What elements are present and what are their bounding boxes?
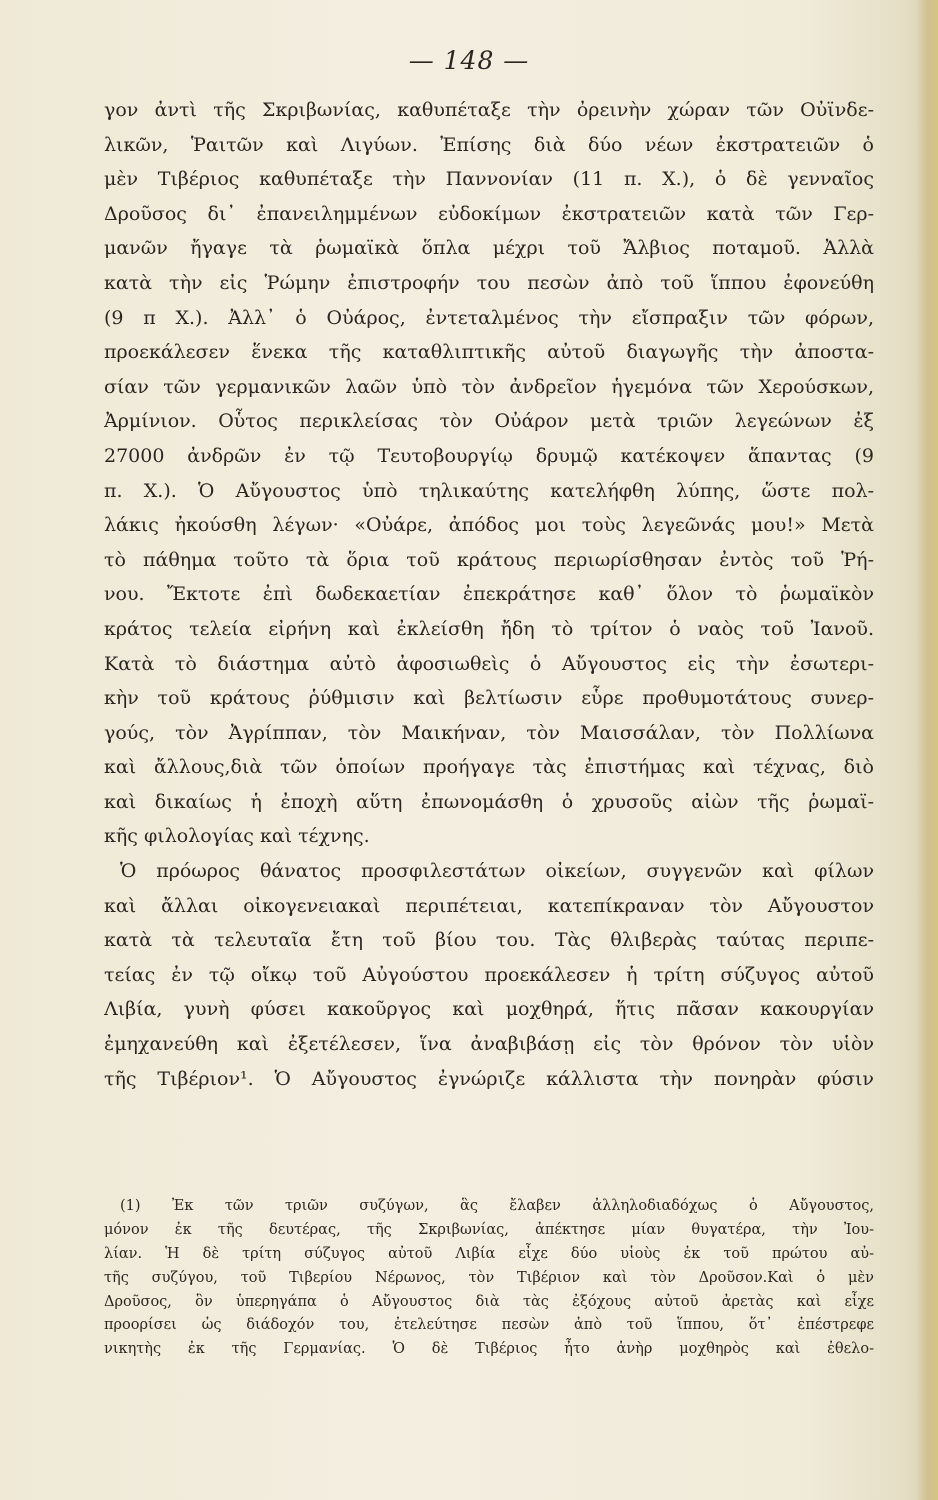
footnote-line: μόνον ἐκ τῆς δευτέρας, τῆς Σκριβωνίας, ἀπέκτησε μίαν θυγατέρα, τὴν Ἰου-	[104, 1221, 874, 1238]
text-line: καὶ δικαίως ἡ ἐποχὴ αὕτη ἐπωνομάσθη ὁ χρυσοῦς αἰὼν τῆς ῥωμαϊ-	[104, 790, 874, 813]
text-line: (9 π Χ.). Ἀλλ᾿ ὁ Οὐάρος, ἐντεταλμένος τὴν εἴσπραξιν τῶν φόρων,	[104, 306, 874, 329]
footnote	[104, 1195, 874, 1362]
text-line: Ἀρμίνιον. Οὗτος περικλείσας τὸν Οὐάρον μετὰ τριῶν λεγεώνων ἐξ	[104, 410, 874, 433]
text-line: μανῶν ἤγαγε τὰ ῥωμαϊκὰ ὅπλα μέχρι τοῦ Ἄλβιος ποταμοῦ. Ἀλλὰ	[104, 237, 874, 260]
page-edge-shadow	[916, 0, 938, 1500]
text-line: 27000 ἀνδρῶν ἐν τῷ Τευτοβουργίῳ δρυμῷ κατέκοψεν ἅπαντας (9	[104, 444, 874, 467]
text-line: προεκάλεσεν ἕνεκα τῆς καταθλιπτικῆς αὐτοῦ διαγωγῆς τὴν ἀποστα-	[104, 341, 874, 364]
main-text	[104, 93, 874, 1096]
text-line: τείας ἐν τῷ οἴκῳ τοῦ Αὐγούστου προεκάλεσεν ἡ τρίτη σύζυγος αὐτοῦ	[104, 963, 874, 986]
text-line: λάκις ἠκούσθη λέγων· «Οὐάρε, ἀπόδος μοι τοὺς λεγεῶνάς μου!» Μετὰ	[104, 514, 874, 537]
text-line: τὸ πάθημα τοῦτο τὰ ὅρια τοῦ κράτους περιωρίσθησαν ἐντὸς τοῦ Ῥή-	[104, 548, 874, 571]
footnote-separator	[104, 1184, 874, 1185]
text-line: καὶ ἄλλαι οἰκογενειακαὶ περιπέτειαι, κατεπίκραναν τὸν Αὔγουστον	[104, 894, 874, 917]
text-line: κὴν τοῦ κράτους ῥύθμισιν καὶ βελτίωσιν εὗρε προθυμοτάτους συνερ-	[104, 687, 874, 710]
footnote-line: προορίσει ὡς διάδοχόν του, ἐτελεύτησε πεσὼν ἀπὸ τοῦ ἵππου, ὅτ᾿ ἐπέστρεφε	[104, 1317, 874, 1334]
text-line: νου. Ἔκτοτε ἐπὶ δωδεκαετίαν ἐπεκράτησε καθ᾿ ὅλον τὸ ῥωμαϊκὸν	[104, 583, 874, 606]
text-line: Κατὰ τὸ διάστημα αὐτὸ ἀφοσιωθεὶς ὁ Αὔγουστος εἰς τὴν ἐσωτερι-	[104, 652, 874, 675]
footnote-line: (1) Ἐκ τῶν τριῶν συζύγων, ἃς ἔλαβεν ἀλληλοδιαδόχως ὁ Αὔγουστος,	[120, 1198, 874, 1214]
text-line: καὶ ἄλλους,διὰ τῶν ὁποίων προήγαγε τὰς ἐπιστήμας καὶ τέχνας, διὸ	[104, 756, 874, 779]
text-line: π. Χ.). Ὁ Αὔγουστος ὑπὸ τηλικαύτης κατελήφθη λύπης, ὥστε πολ-	[104, 479, 874, 502]
paragraph-start-line: Ὁ πρόωρος θάνατος προσφιλεστάτων οἰκείων, συγγενῶν καὶ φίλων	[120, 860, 874, 883]
footnote-line: λίαν. Ἡ δὲ τρίτη σύζυγος αὐτοῦ Λιβία εἶχε δύο υἱοὺς ἐκ τοῦ πρώτου αὐ-	[104, 1245, 874, 1262]
footnote-line: νικητὴς ἐκ τῆς Γερμανίας. Ὁ δὲ Τιβέριος ἦτο ἀνὴρ μοχθηρὸς καὶ ἐθελο-	[104, 1341, 874, 1358]
footnote-line: Δροῦσος, ὃν ὑπερηγάπα ὁ Αὔγουστος διὰ τὰς ἐξόχους αὐτοῦ ἀρετὰς καὶ εἶχε	[104, 1293, 874, 1310]
text-line: γούς, τὸν Ἀγρίππαν, τὸν Μαικήναν, τὸν Μαισσάλαν, τὸν Πολλίωνα	[104, 721, 874, 744]
text-line: κατὰ τὴν εἰς Ῥώμην ἐπιστροφήν του πεσὼν ἀπὸ τοῦ ἵππου ἐφονεύθη	[104, 271, 874, 294]
text-line: κῆς φιλολογίας καὶ τέχνης.	[104, 825, 370, 848]
text-line: σίαν τῶν γερμανικῶν λαῶν ὑπὸ τὸν ἀνδρεῖον ἡγεμόνα τῶν Χερούσκων,	[104, 375, 874, 398]
text-line: γον ἀντὶ τῆς Σκριβωνίας, καθυπέταξε τὴν ὀρεινὴν χώραν τῶν Οὐϊνδε-	[104, 99, 874, 121]
text-line: Λιβία, γυνὴ φύσει κακοῦργος καὶ μοχθηρά, ἥτις πᾶσαν κακουργίαν	[104, 998, 874, 1021]
text-line: κατὰ τὰ τελευταῖα ἔτη τοῦ βίου του. Τὰς θλιβερὰς ταύτας περιπε-	[104, 929, 874, 952]
page-number: — 148 —	[408, 46, 530, 75]
text-line: τῆς Τιβέριον¹. Ὁ Αὔγουστος ἐγνώριζε κάλλιστα τὴν πονηρὰν φύσιν	[104, 1067, 874, 1090]
text-line: ἐμηχανεύθη καὶ ἐξετέλεσεν, ἵνα ἀναβιβάσῃ εἰς τὸν θρόνον τὸν υἱὸν	[104, 1033, 874, 1056]
text-line: κράτος τελεία εἰρήνη καὶ ἐκλείσθη ἤδη τὸ τρίτον ὁ ναὸς τοῦ Ἰανοῦ.	[104, 617, 874, 640]
text-line: μὲν Τιβέριος καθυπέταξε τὴν Παννονίαν (11 π. Χ.), ὁ δὲ γενναῖος	[104, 168, 874, 191]
text-line: Δροῦσος δι᾿ ἐπανειλημμένων εὐδοκίμων ἐκστρατειῶν κατὰ τῶν Γερ-	[104, 202, 874, 225]
text-line: λικῶν, Ῥαιτῶν καὶ Λιγύων. Ἐπίσης διὰ δύο νέων ἐκστρατειῶν ὁ	[104, 133, 874, 156]
footnote-line: τῆς συζύγου, τοῦ Τιβερίου Νέρωνος, τὸν Τιβέριον καὶ τὸν Δροῦσον.Καὶ ὁ μὲν	[104, 1269, 874, 1286]
